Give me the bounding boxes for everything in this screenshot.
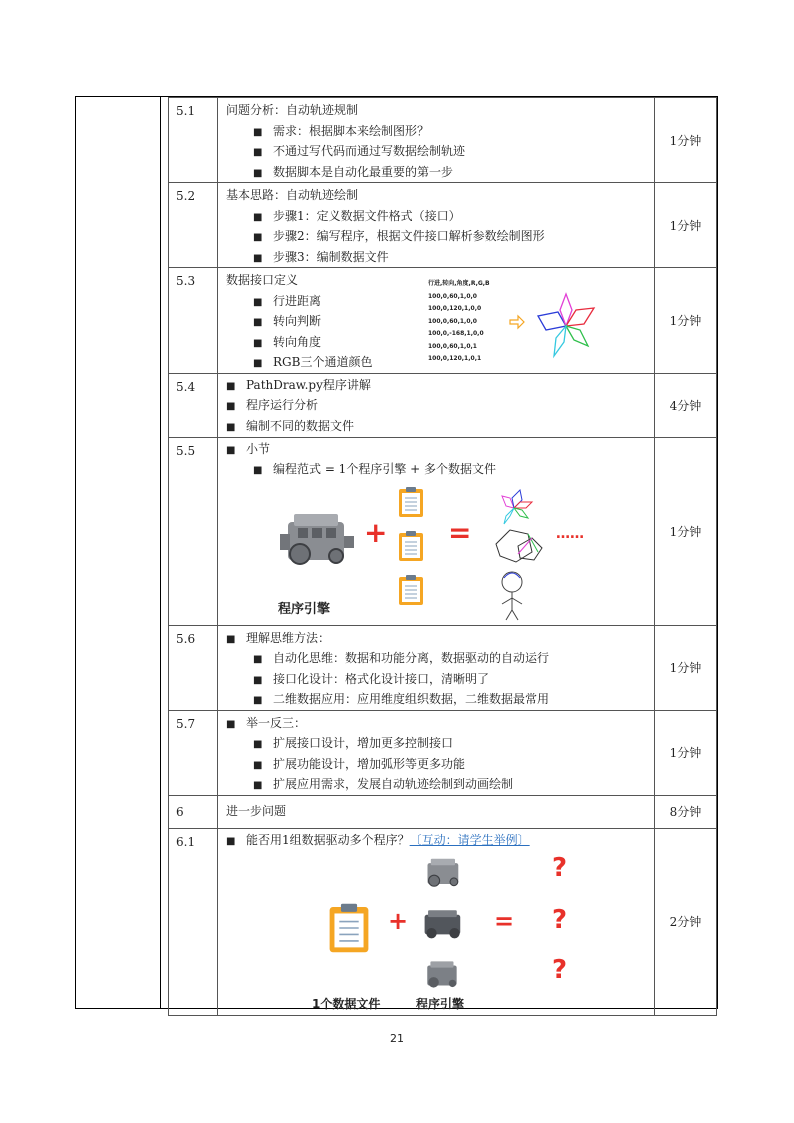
square-bullet-icon: ■ <box>253 695 263 706</box>
ellipsis: …… <box>556 525 584 542</box>
red-rhombus <box>566 308 594 326</box>
table-row <box>169 268 717 374</box>
row-number: 5.6 <box>169 625 218 710</box>
multi-engine-figure <box>298 851 578 1011</box>
row-content <box>218 795 655 828</box>
square-bullet-icon: ■ <box>253 296 263 308</box>
square-bullet-icon: ■ <box>253 759 263 771</box>
interaction-link[interactable]: 〔互动：请学生举例〕 <box>409 832 530 847</box>
square-bullet-icon: ■ <box>253 232 263 243</box>
list-item: ■ RGB三个通道颜色 <box>218 352 654 373</box>
path-figure <box>508 282 618 362</box>
row-content <box>218 98 655 183</box>
lesson-table <box>168 97 717 1016</box>
paradigm-figure <box>276 486 594 624</box>
list-item: ■ 扩展应用需求，发展自动轨迹绘制到动画绘制 <box>218 774 654 795</box>
square-bullet-icon: ■ <box>253 674 263 686</box>
question-mark: ? <box>552 852 568 883</box>
row-heading: 数据接口定义 <box>226 273 299 287</box>
output-drawings <box>492 486 558 622</box>
square-bullet-icon: ■ <box>226 401 236 412</box>
square-bullet-icon: ■ <box>226 444 236 456</box>
row-content <box>218 828 655 1015</box>
square-bullet-icon: ■ <box>253 126 263 138</box>
row-content <box>218 268 655 374</box>
row-content <box>218 437 655 625</box>
plus-sign: + <box>388 906 409 935</box>
clipboard-icon <box>398 530 424 562</box>
list-item: ■ 自动化思维：数据和功能分离，数据驱动的自动运行 <box>218 648 654 669</box>
data-sample-line: 100,0,60,1,0,0 <box>428 292 477 300</box>
page-number: 21 <box>390 1032 404 1045</box>
equals-sign: = <box>494 906 515 935</box>
list-item: ■ 小节 <box>218 439 654 460</box>
square-bullet-icon: ■ <box>253 465 263 476</box>
green-rhombus <box>566 326 588 346</box>
square-bullet-icon: ■ <box>226 633 236 645</box>
square-bullet-icon: ■ <box>253 654 263 665</box>
square-bullet-icon: ■ <box>253 337 263 349</box>
table-row <box>169 183 717 268</box>
engine-label: 程序引擎 <box>416 996 465 1011</box>
engine-label: 程序引擎 <box>278 601 331 617</box>
equals-sign: = <box>448 515 472 549</box>
data-sample-line: 行进,转向,角度,R,G,B <box>428 280 490 287</box>
data-file-label: 1个数据文件 <box>312 996 381 1011</box>
clipboard-icon <box>328 901 370 955</box>
square-bullet-icon: ■ <box>253 147 263 158</box>
magenta-rhombus <box>560 294 572 326</box>
row-time: 1分钟 <box>655 268 717 374</box>
list-item: ■ 转向角度 <box>218 332 654 353</box>
outer-column-divider <box>160 96 161 1009</box>
question-mark: ? <box>552 904 568 935</box>
row-number: 6 <box>169 795 218 828</box>
list-item: ■ 步骤3：编制数据文件 <box>218 247 654 268</box>
row-heading: 基本思路：自动轨迹绘制 <box>226 188 359 202</box>
list-item: ■ 程序运行分析 <box>218 395 654 416</box>
square-bullet-icon: ■ <box>253 211 263 223</box>
list-item: ■ 举一反三： <box>218 713 654 734</box>
square-bullet-icon: ■ <box>253 780 263 791</box>
row-time: 1分钟 <box>655 183 717 268</box>
row-number: 5.5 <box>169 437 218 625</box>
row-time: 1分钟 <box>655 625 717 710</box>
row-number: 5.2 <box>169 183 218 268</box>
square-bullet-icon: ■ <box>226 380 236 392</box>
row-number: 5.3 <box>169 268 218 374</box>
list-item: ■ 需求：根据脚本来绘制图形？ <box>218 121 654 142</box>
square-bullet-icon: ■ <box>253 317 263 328</box>
square-bullet-icon: ■ <box>253 167 263 179</box>
list-item: ■ 步骤1：定义数据文件格式（接口） <box>218 206 654 227</box>
row-time: 1分钟 <box>655 98 717 183</box>
row-content <box>218 625 655 710</box>
list-item: ■ 接口化设计：格式化设计接口，清晰明了 <box>218 669 654 690</box>
table-row <box>169 98 717 183</box>
row-time: 2分钟 <box>655 828 717 1015</box>
row-content <box>218 373 655 437</box>
table-row <box>169 373 717 437</box>
cyan-rhombus <box>554 326 566 356</box>
table-row <box>169 437 717 625</box>
data-sample-line: 100,0,120,1,0,0 <box>428 305 482 312</box>
square-bullet-icon: ■ <box>226 835 236 847</box>
table-row <box>169 795 717 828</box>
list-item: ■ 能否用1组数据驱动多个程序？〔互动：请学生举例〕 <box>218 830 654 851</box>
data-sample-line: 100,0,-168,1,0,0 <box>428 330 484 337</box>
engine-icon <box>422 853 466 893</box>
row-number: 5.7 <box>169 710 218 795</box>
engine-icon <box>422 957 464 993</box>
table-row <box>169 828 717 1015</box>
list-item: ■ PathDraw.py程序讲解 <box>218 375 654 396</box>
data-file-sample <box>428 278 490 366</box>
right-arrow-icon <box>510 316 524 328</box>
row-heading: 问题分析：自动轨迹规制 <box>226 103 359 117</box>
list-item: ■ 数据脚本是自动化最重要的第一步 <box>218 162 654 183</box>
list-item: ■ 步骤2：编写程序，根据文件接口解析参数绘制图形 <box>218 226 654 247</box>
row-content <box>218 710 655 795</box>
clipboard-icon <box>398 486 424 518</box>
table-row <box>169 625 717 710</box>
row-number: 5.4 <box>169 373 218 437</box>
list-item: ■ 编程范式 = 1个程序引擎 + 多个数据文件 <box>218 459 654 480</box>
list-item: ■ 理解思维方法： <box>218 628 654 649</box>
list-item: ■ 行进距离 <box>218 291 654 312</box>
row-number: 6.1 <box>169 828 218 1015</box>
data-sample-line: 100,0,60,1,0,1 <box>428 342 477 350</box>
row-time: 8分钟 <box>655 795 717 828</box>
plus-sign: + <box>364 515 388 549</box>
data-sample-line: 100,0,60,1,0,0 <box>428 317 477 325</box>
row-number: 5.1 <box>169 98 218 183</box>
question-mark: ? <box>552 954 568 985</box>
list-item: ■ 编制不同的数据文件 <box>218 416 654 437</box>
square-bullet-icon: ■ <box>253 358 263 369</box>
list-item: ■ 扩展功能设计，增加弧形等更多功能 <box>218 754 654 775</box>
row-time: 1分钟 <box>655 710 717 795</box>
clipboard-icon <box>398 574 424 606</box>
engine-icon <box>278 508 358 572</box>
row-time: 4分钟 <box>655 373 717 437</box>
square-bullet-icon: ■ <box>226 421 236 433</box>
list-item: ■ 扩展接口设计，增加更多控制接口 <box>218 733 654 754</box>
square-bullet-icon: ■ <box>253 739 263 750</box>
row-content <box>218 183 655 268</box>
engine-icon <box>420 905 466 943</box>
data-sample-line: 100,0,120,1,0,1 <box>428 355 482 362</box>
list-item: ■ 二维数据应用：应用维度组织数据，二维数据最常用 <box>218 689 654 710</box>
square-bullet-icon: ■ <box>253 252 263 264</box>
list-item: ■ 转向判断 <box>218 311 654 332</box>
list-item: ■ 不通过写代码而通过写数据绘制轨迹 <box>218 141 654 162</box>
row-heading: 进一步问题 <box>226 804 287 819</box>
table-row <box>169 710 717 795</box>
square-bullet-icon: ■ <box>226 718 236 730</box>
row-time: 1分钟 <box>655 437 717 625</box>
